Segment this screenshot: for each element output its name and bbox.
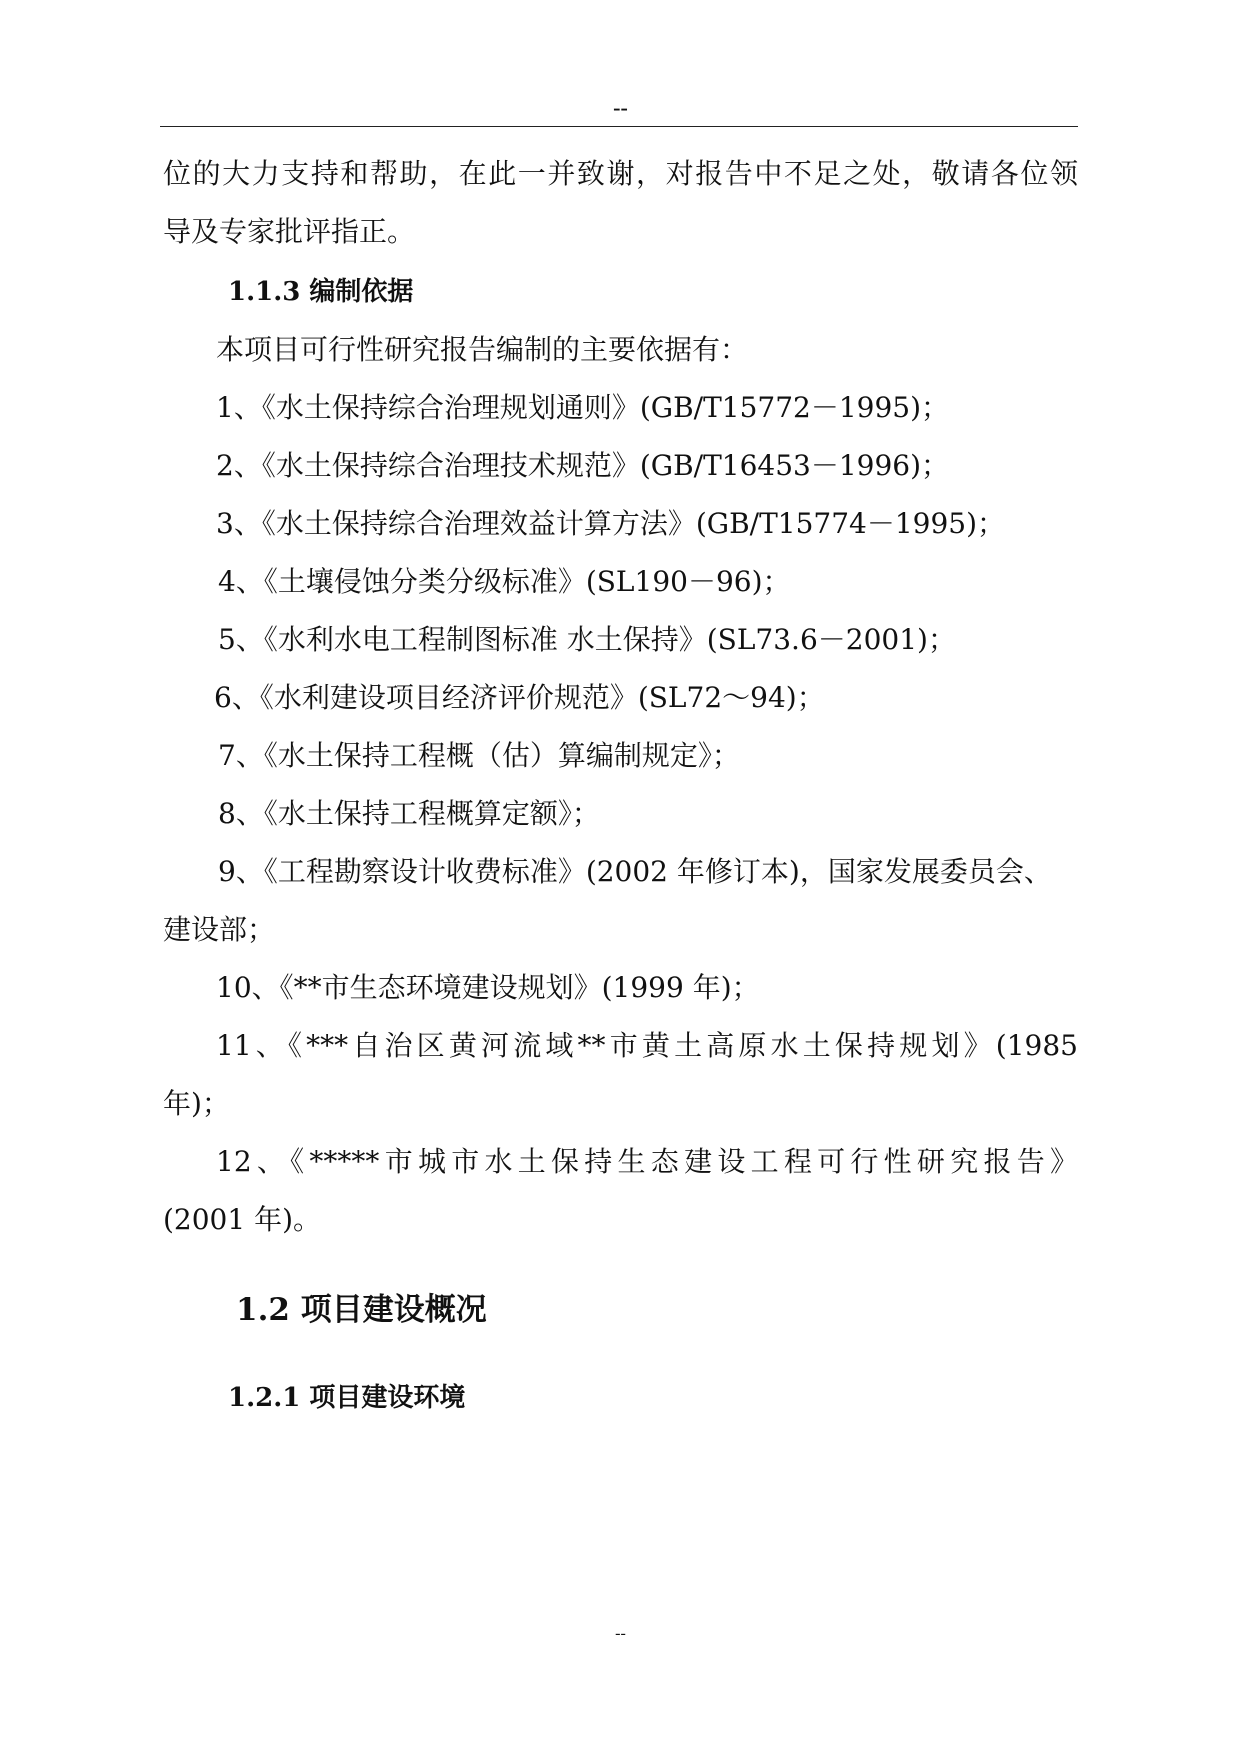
header-divider: [160, 126, 1078, 127]
intro-line-1: 位的大力支持和帮助，在此一并致谢，对报告中不足之处，敬请各位领: [163, 157, 1078, 190]
basis-item-3: 3、《水土保持综合治理效益计算方法》(GB/T15774－1995)；: [216, 507, 1006, 540]
basis-lead: 本项目可行性研究报告编制的主要依据有：: [216, 333, 749, 366]
section-1-2-1-heading: 1.2.1 项目建设环境: [228, 1383, 466, 1413]
intro-line-2: 导及专家批评指正。: [163, 215, 416, 248]
basis-item-2: 2、《水土保持综合治理技术规范》(GB/T16453－1996)；: [216, 449, 950, 482]
basis-item-9-line-1: 9、《工程勘察设计收费标准》(2002 年修订本)，国家发展委员会、: [218, 855, 1052, 888]
basis-item-11-line-1: 11、《***自治区黄河流域**市黄土高原水土保持规划》(1985: [216, 1029, 1078, 1062]
page-footer-mark: --: [615, 1625, 626, 1642]
basis-item-4: 4、《土壤侵蚀分类分级标准》(SL190－96)；: [218, 565, 791, 598]
basis-item-7: 7、《水土保持工程概（估）算编制规定》；: [218, 739, 740, 772]
page-header-mark: --: [613, 95, 628, 120]
basis-item-12-line-2: (2001 年)。: [163, 1203, 322, 1236]
basis-item-11-line-2: 年)；: [163, 1087, 230, 1120]
basis-item-12-line-1: 12、《*****市城市水土保持生态建设工程可行性研究报告》: [216, 1145, 1078, 1178]
basis-item-9-line-2: 建设部；: [163, 913, 276, 946]
basis-item-6: 6、《水利建设项目经济评价规范》(SL72～94)；: [214, 681, 825, 714]
section-1-1-3-heading: 1.1.3 编制依据: [228, 277, 414, 307]
basis-item-8: 8、《水土保持工程概算定额》；: [218, 797, 600, 830]
basis-item-5: 5、《水利水电工程制图标准 水土保持》(SL73.6－2001)；: [218, 623, 956, 656]
section-1-2-heading: 1.2 项目建设概况: [236, 1292, 487, 1328]
basis-item-10: 10、《**市生态环境建设规划》(1999 年)；: [216, 971, 760, 1004]
basis-item-1: 1、《水土保持综合治理规划通则》(GB/T15772－1995)；: [216, 391, 950, 424]
